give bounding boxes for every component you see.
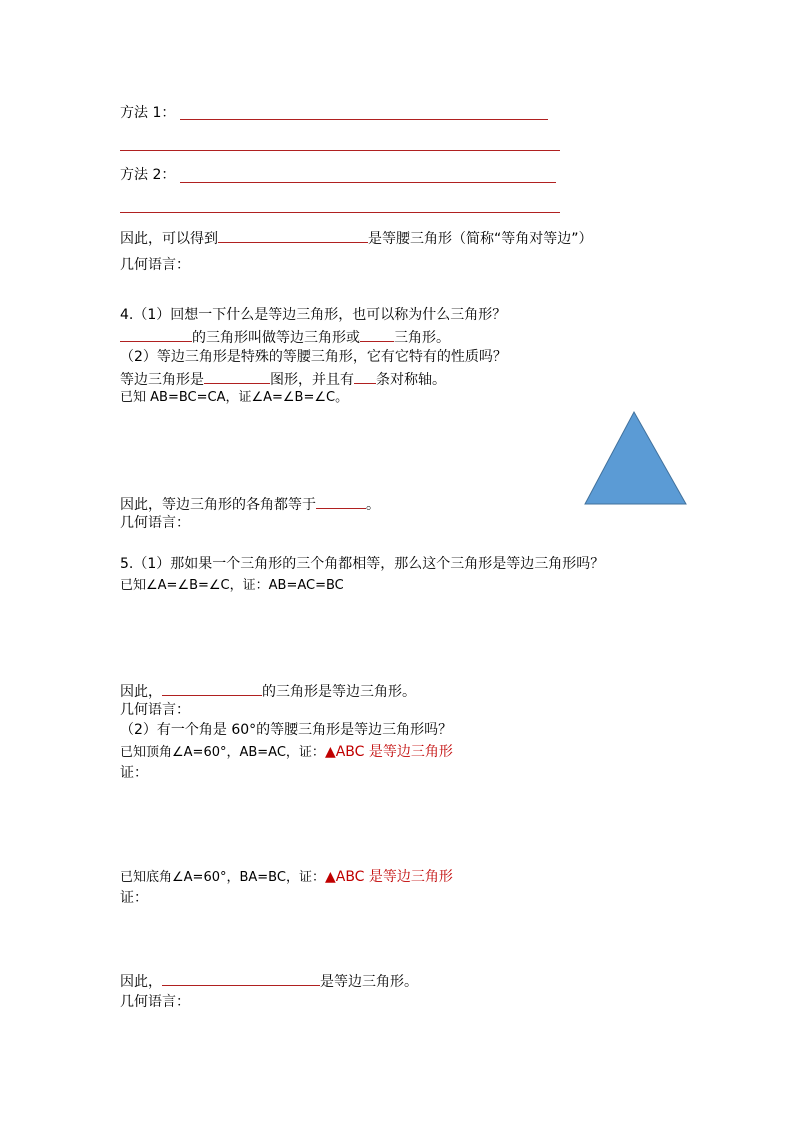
text: 已知底角∠A=60°，BA=BC，证：	[120, 870, 325, 885]
text: 条对称轴。	[376, 372, 446, 388]
fill-blank[interactable]	[162, 971, 320, 986]
fill-blank[interactable]	[162, 681, 262, 696]
answer-line[interactable]	[180, 182, 556, 183]
text: 因此，	[120, 684, 162, 700]
geometry-language-label: 几何语言：	[120, 702, 190, 718]
geometry-language-label: 几何语言：	[120, 515, 190, 531]
proof-label: 证：	[120, 890, 148, 906]
method-2-label: 方法 2：	[120, 167, 176, 183]
proof-label: 证：	[120, 765, 148, 781]
text: 因此，可以得到	[120, 231, 218, 247]
q4-definition	[120, 327, 450, 347]
q5-given1: 已知∠A=∠B=∠C，证：AB=AC=BC	[120, 578, 344, 593]
text: 三角形。	[394, 330, 450, 346]
text: 的三角形是等边三角形。	[262, 684, 416, 700]
q4-part2: （2）等边三角形是特殊的等腰三角形，它有它特有的性质吗？	[120, 349, 507, 365]
geometry-language-label: 几何语言：	[120, 257, 190, 273]
equilateral-triangle-figure	[584, 410, 688, 506]
q4-conclusion	[120, 494, 380, 514]
answer-line[interactable]	[120, 150, 560, 151]
fill-blank[interactable]	[204, 369, 270, 384]
q5-given3	[120, 868, 453, 887]
fill-blank[interactable]	[360, 327, 394, 342]
q5-conclusion1	[120, 681, 416, 701]
text: 图形，并且有	[270, 372, 354, 388]
text: 是等腰三角形（简称“等角对等边”）	[368, 231, 593, 247]
q4-given: 已知 AB=BC=CA，证∠A=∠B=∠C。	[120, 390, 349, 405]
q4-property	[120, 369, 446, 389]
text: 因此，等边三角形的各角都等于	[120, 497, 316, 513]
text: 等边三角形是	[120, 372, 204, 388]
text: 的三角形叫做等边三角形或	[192, 330, 360, 346]
text: 是等边三角形。	[320, 974, 418, 990]
fill-blank[interactable]	[120, 327, 192, 342]
text: 因此，	[120, 974, 162, 990]
isosceles-conclusion	[120, 228, 593, 248]
text: ▲ABC 是等边三角形	[324, 744, 453, 760]
text: ▲ABC 是等边三角形	[324, 869, 453, 885]
answer-line[interactable]	[180, 119, 548, 120]
q5-given2	[120, 743, 453, 762]
fill-blank[interactable]	[218, 228, 368, 243]
q5-part2: （2）有一个角是 60°的等腰三角形是等边三角形吗？	[120, 722, 453, 738]
q5-conclusion2	[120, 971, 418, 991]
fill-blank[interactable]	[316, 494, 366, 509]
q5-part1: 5.（1）那如果一个三角形的三个角都相等，那么这个三角形是等边三角形吗？	[120, 556, 605, 572]
text: 。	[366, 497, 380, 513]
fill-blank[interactable]	[354, 369, 376, 384]
method-1-label: 方法 1：	[120, 105, 176, 121]
q4-part1: 4.（1）回想一下什么是等边三角形，也可以称为什么三角形？	[120, 307, 507, 323]
geometry-language-label: 几何语言：	[120, 994, 190, 1010]
answer-line[interactable]	[120, 212, 560, 213]
text: 已知顶角∠A=60°，AB=AC，证：	[120, 745, 325, 760]
triangle-shape	[585, 412, 686, 504]
